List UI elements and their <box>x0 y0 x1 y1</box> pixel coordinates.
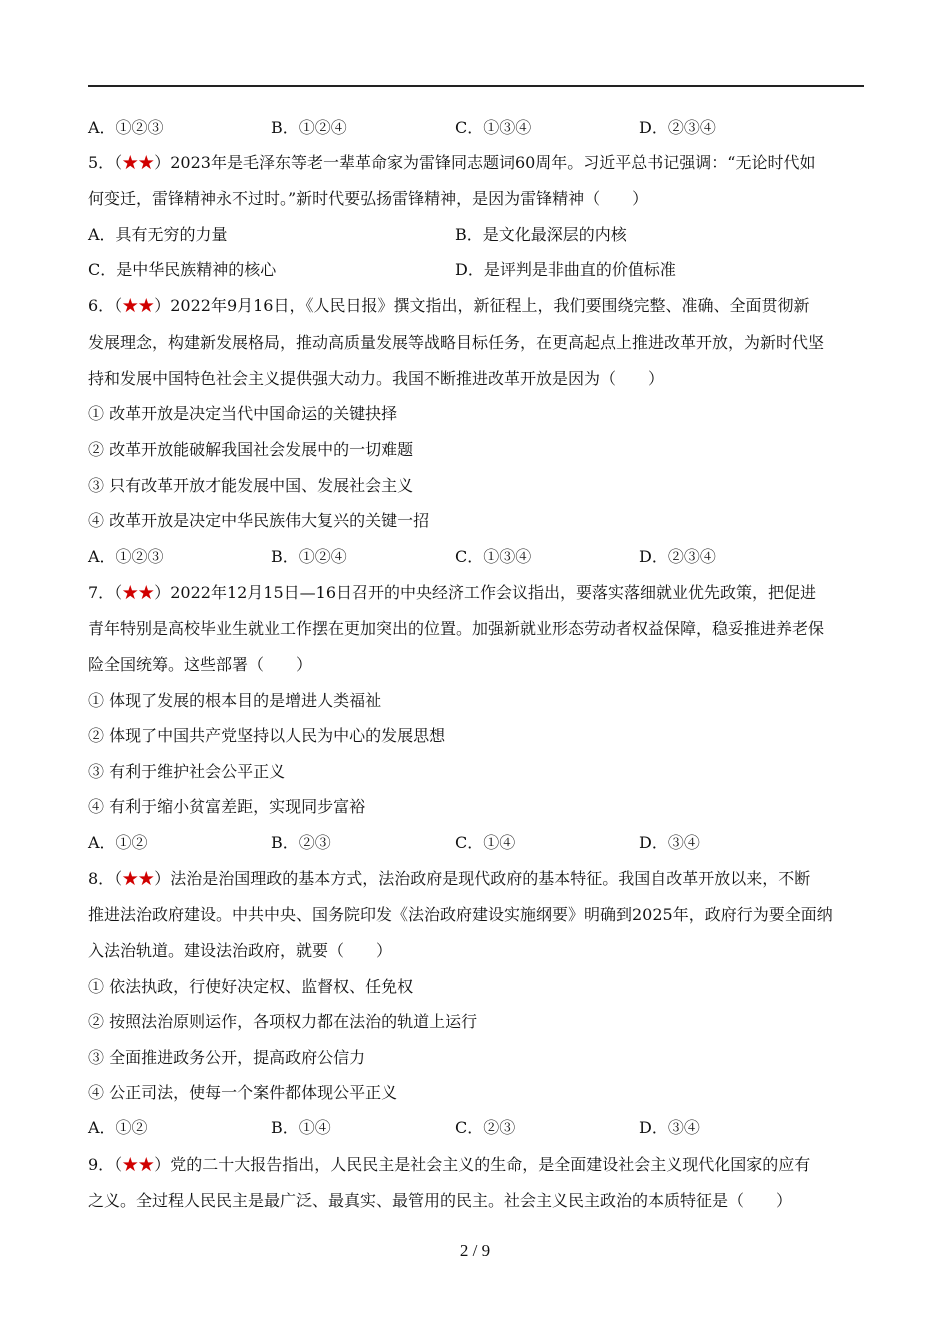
option-a[interactable]: A．①② <box>88 833 148 852</box>
option-c[interactable]: C．是中华民族精神的核心 <box>88 260 277 279</box>
q8-item-4: ④ 公正司法，使每一个案件都体现公平正义 <box>88 1083 398 1102</box>
difficulty-stars: ★★ <box>122 583 155 602</box>
q8-item-3: ③ 全面推进政务公开，提高政府公信力 <box>88 1048 366 1067</box>
page-number: 2 / 9 <box>459 1241 491 1260</box>
q5-options-row-1 <box>88 225 864 245</box>
option-b[interactable]: B．②③ <box>271 833 331 852</box>
q6-item-1: ① 改革开放是决定当代中国命运的关键抉择 <box>88 404 398 423</box>
q8-stem-line-1: 8．（★★）法治是治国理政的基本方式，法治政府是现代政府的基本特征。我国自改革开放以来，不断 <box>88 869 811 888</box>
q7-stem-line-2: 青年特别是高校毕业生就业工作摆在更加突出的位置。加强新就业形态劳动者权益保障，稳妥推进养老保 <box>88 619 825 638</box>
option-d[interactable]: D．③④ <box>639 833 700 852</box>
q6-item-4: ④ 改革开放是决定中华民族伟大复兴的关键一招 <box>88 511 430 530</box>
q5-number: 5．（ <box>88 153 123 172</box>
q6-item-3: ③ 只有改革开放才能发展中国、发展社会主义 <box>88 476 414 495</box>
difficulty-stars: ★★ <box>122 296 155 315</box>
q9-stem-line-2: 之义。全过程人民民主是最广泛、最真实、最管用的民主。社会主义民主政治的本质特征是（ ） <box>88 1191 793 1210</box>
q6-options <box>88 547 864 567</box>
q6-number: 6．（ <box>88 296 123 315</box>
difficulty-stars: ★★ <box>122 1155 155 1174</box>
difficulty-stars: ★★ <box>122 153 155 172</box>
option-d[interactable]: D．③④ <box>639 1118 700 1137</box>
difficulty-stars: ★★ <box>122 869 155 888</box>
header-rule <box>88 85 864 87</box>
q7-item-3: ③ 有利于维护社会公平正义 <box>88 762 286 781</box>
option-a[interactable]: A．①② <box>88 1118 148 1137</box>
q8-options <box>88 1118 864 1138</box>
prev-question-options <box>88 118 864 138</box>
q7-options <box>88 833 864 853</box>
q6-item-2: ② 改革开放能破解我国社会发展中的一切难题 <box>88 440 414 459</box>
q6-stem-line-3: 持和发展中国特色社会主义提供强大动力。我国不断推进改革开放是因为（ ） <box>88 369 665 388</box>
q5-stem-line-1: 5．（★★）2023年是毛泽东等老一辈革命家为雷锋同志题词60周年。习近平总书记强调：“无论时代如 <box>88 153 816 172</box>
option-b[interactable]: B．是文化最深层的内核 <box>455 225 627 244</box>
option-b[interactable]: B．①②④ <box>271 547 347 566</box>
q9-number: 9．（ <box>88 1155 123 1174</box>
q8-stem-line-2: 推进法治政府建设。中共中央、国务院印发《法治政府建设实施纲要》明确到2025年，政府行为要全面纳 <box>88 905 833 924</box>
q7-number: 7．（ <box>88 583 123 602</box>
q5-options-row-2 <box>88 260 864 280</box>
option-b[interactable]: B．①④ <box>271 1118 331 1137</box>
q8-item-2: ② 按照法治原则运作，各项权力都在法治的轨道上运行 <box>88 1012 478 1031</box>
q7-item-2: ② 体现了中国共产党坚持以人民为中心的发展思想 <box>88 726 446 745</box>
q7-item-4: ④ 有利于缩小贫富差距，实现同步富裕 <box>88 797 366 816</box>
q9-stem-line-1: 9．（★★）党的二十大报告指出，人民民主是社会主义的生命，是全面建设社会主义现代化国家的应有 <box>88 1155 811 1174</box>
option-c[interactable]: C．①④ <box>455 833 516 852</box>
option-b[interactable]: B．①②④ <box>271 118 347 137</box>
q8-item-1: ① 依法执政，行使好决定权、监督权、任免权 <box>88 977 414 996</box>
q7-stem-line-3: 险全国统筹。这些部署（ ） <box>88 655 313 674</box>
q8-number: 8．（ <box>88 869 123 888</box>
q6-stem-line-1: 6．（★★）2022年9月16日，《人民日报》撰文指出，新征程上，我们要围绕完整、准确、全面贯彻新 <box>88 296 810 315</box>
q7-item-1: ① 体现了发展的根本目的是增进人类福祉 <box>88 691 382 710</box>
option-d[interactable]: D．是评判是非曲直的价值标准 <box>455 260 676 279</box>
option-d[interactable]: D．②③④ <box>639 547 716 566</box>
q6-stem-line-2: 发展理念，构建新发展格局，推动高质量发展等战略目标任务，在更高起点上推进改革开放，为新时代坚 <box>88 333 825 352</box>
option-a[interactable]: A．具有无穷的力量 <box>88 225 228 244</box>
option-c[interactable]: C．①③④ <box>455 547 532 566</box>
option-c[interactable]: C．①③④ <box>455 118 532 137</box>
q7-stem-line-1: 7．（★★）2022年12月15日—16日召开的中央经济工作会议指出，要落实落细就业优先政策，把促进 <box>88 583 817 602</box>
option-a[interactable]: A．①②③ <box>88 118 164 137</box>
q5-stem-line-2: 何变迁，雷锋精神永不过时。”新时代要弘扬雷锋精神，是因为雷锋精神（ ） <box>88 189 649 208</box>
option-a[interactable]: A．①②③ <box>88 547 164 566</box>
option-c[interactable]: C．②③ <box>455 1118 516 1137</box>
option-d[interactable]: D．②③④ <box>639 118 716 137</box>
q8-stem-line-3: 入法治轨道。建设法治政府，就要（ ） <box>88 941 393 960</box>
